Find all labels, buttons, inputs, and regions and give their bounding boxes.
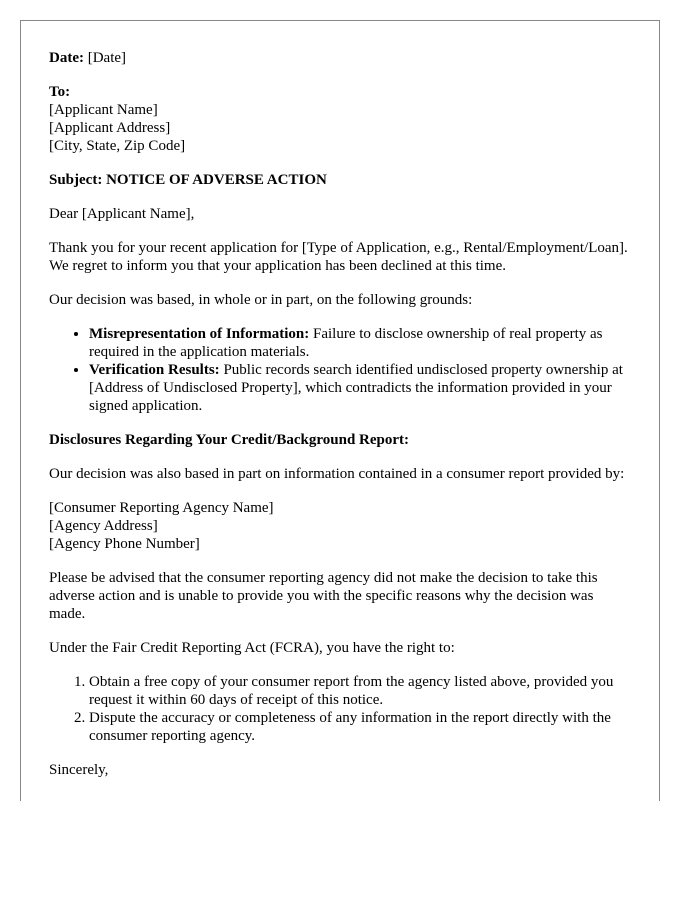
letter-page	[20, 20, 660, 801]
disclosures-intro: Our decision was also based in part on information contained in a consumer report provided by:	[49, 466, 625, 482]
subject-label: Subject: NOTICE OF ADVERSE ACTION	[49, 172, 327, 188]
recipient-city: [City, State, Zip Code]	[49, 138, 186, 154]
grounds-item-text: Public records search identified undisclosed property ownership at [Address of Undisclosed Property], which contradicts the information provided in your signed application.	[89, 362, 623, 414]
date-line	[49, 49, 631, 67]
to-label: To:	[49, 84, 71, 100]
advisory-paragraph: Please be advised that the consumer reporting agency did not make the decision to take this adverse action and is unable to provide you with the specific reasons why the decision was made.	[49, 570, 598, 622]
grounds-list	[49, 325, 631, 415]
subject-line	[49, 171, 631, 189]
rights-item: 2. Dispute the accuracy or completeness of any information in the report directly with the consumer reporting agency.	[89, 709, 631, 745]
date-value: [Date]	[87, 50, 127, 66]
agency-phone: [Agency Phone Number]	[49, 536, 200, 552]
recipient-block	[49, 83, 631, 155]
recipient-name: [Applicant Name]	[49, 102, 158, 118]
rights-item: 1. Obtain a free copy of your consumer report from the agency listed above, provided you request it within 60 days of receipt of this notice.	[89, 673, 631, 709]
intro-paragraph: Thank you for your recent application for [Type of Application, e.g., Rental/Employment/Loan]. We regret to inform you that your application has been declined at this time.	[49, 240, 628, 274]
date-label: Date:	[49, 50, 84, 66]
agency-name: [Consumer Reporting Agency Name]	[49, 500, 274, 516]
salutation: Dear [Applicant Name],	[49, 206, 195, 222]
rights-intro: Under the Fair Credit Reporting Act (FCRA), you have the right to:	[49, 640, 455, 656]
grounds-item	[89, 361, 631, 415]
rights-list	[49, 673, 631, 745]
disclosures-heading: Disclosures Regarding Your Credit/Background Report:	[49, 432, 410, 448]
agency-block	[49, 499, 631, 553]
agency-address: [Agency Address]	[49, 518, 158, 534]
recipient-address: [Applicant Address]	[49, 120, 171, 136]
grounds-item-title: Verification Results:	[89, 362, 220, 378]
closing: Sincerely,	[49, 762, 109, 778]
letter-body	[21, 21, 659, 779]
grounds-item-title: Misrepresentation of Information:	[89, 326, 310, 342]
grounds-intro: Our decision was based, in whole or in part, on the following grounds:	[49, 292, 473, 308]
grounds-item-text: Failure to disclose ownership of real property as required in the application materials.	[89, 326, 603, 360]
grounds-item	[89, 325, 631, 361]
